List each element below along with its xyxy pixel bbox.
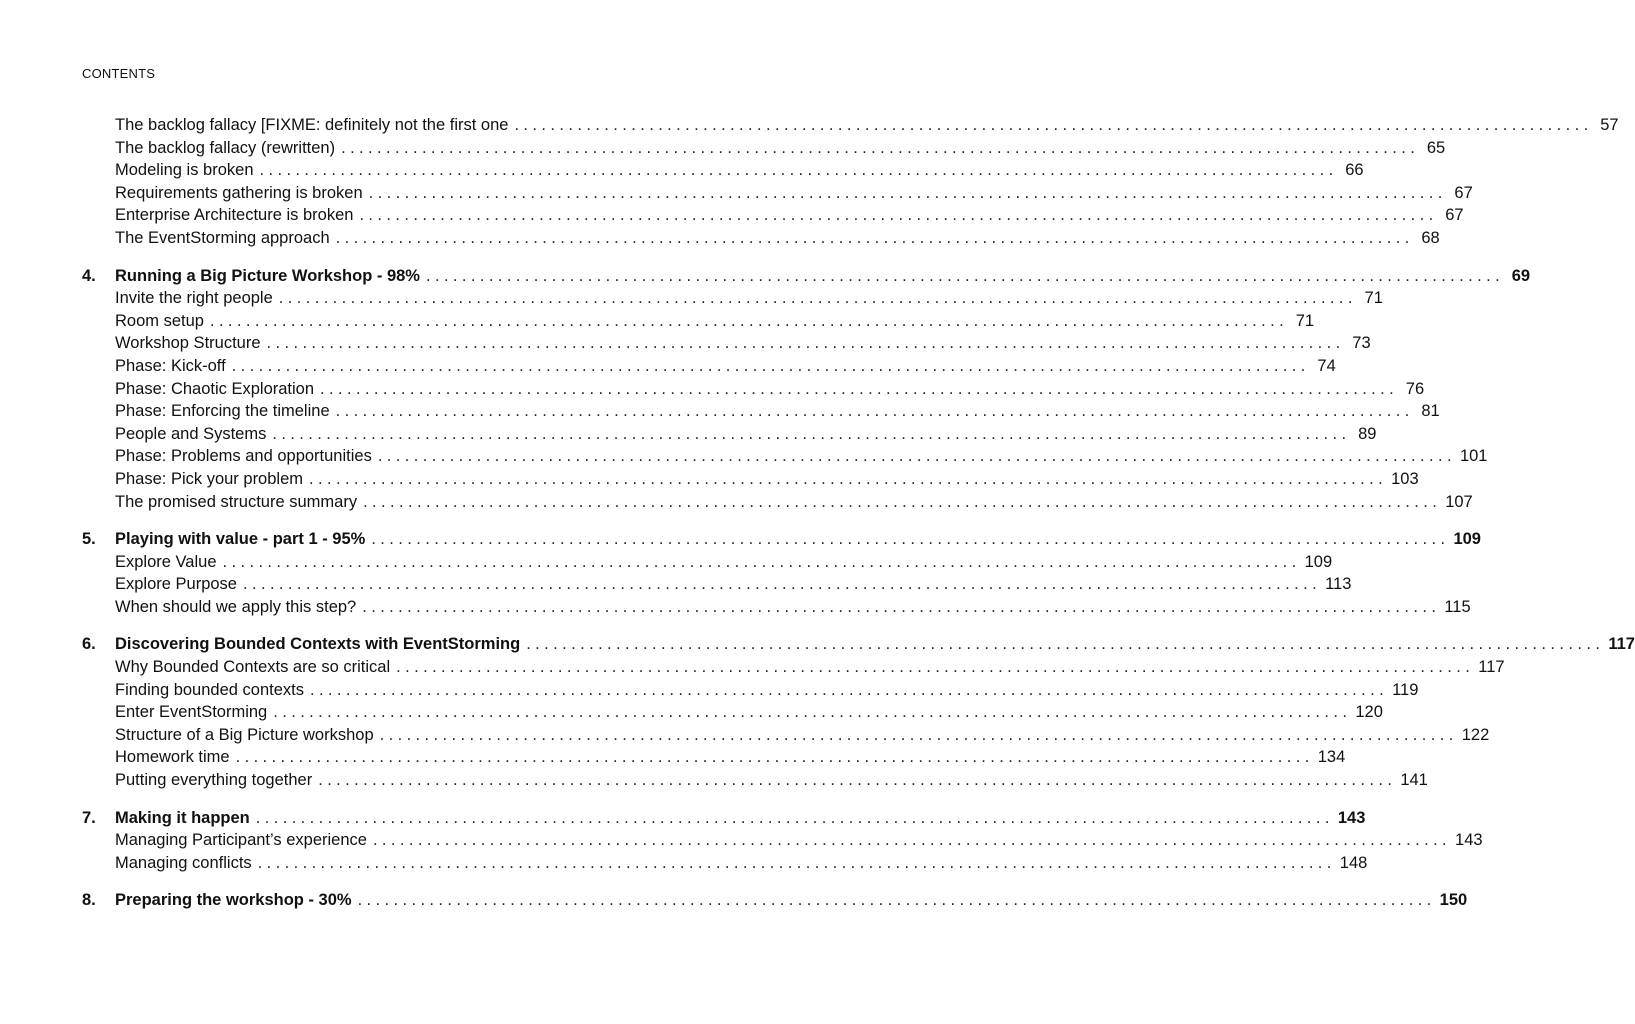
- toc-entry-page: 66: [1345, 161, 1364, 180]
- toc-entry[interactable]: [82, 724, 1490, 747]
- toc-entry-title: Homework time: [115, 748, 230, 767]
- toc-entry-page: 71: [1295, 311, 1315, 330]
- toc-chapter-group: [82, 528, 1481, 618]
- chapter-page: 117: [1608, 635, 1635, 654]
- leader-dots: ........................................................................................................................: [278, 289, 1357, 308]
- toc-entry-title: Room setup: [115, 311, 204, 330]
- chapter-title: Playing with value - part 1 - 95%: [115, 530, 366, 549]
- toc-entry-page: 67: [1454, 183, 1473, 202]
- leader-dots: ........................................................................................................................: [335, 402, 1414, 421]
- chapter-number: 8.: [82, 891, 96, 910]
- leader-dots: ........................................................................................................................: [379, 725, 1458, 744]
- toc-entry-title: The backlog fallacy (rewritten): [115, 138, 336, 157]
- toc-chapter-group: [82, 265, 1531, 514]
- chapter-page: 150: [1439, 891, 1468, 910]
- toc-entry[interactable]: [82, 656, 1505, 679]
- leader-dots: ........................................................................................................................: [259, 161, 1338, 180]
- toc-entry[interactable]: [82, 491, 1473, 514]
- toc-entry[interactable]: [82, 769, 1428, 792]
- toc-entry[interactable]: [82, 746, 1346, 769]
- leader-dots: ........................................................................................................................: [526, 635, 1605, 654]
- leader-dots: ........................................................................................................................: [243, 575, 1322, 594]
- toc-entry-page: 101: [1459, 447, 1488, 466]
- toc-entry-page: 107: [1445, 492, 1473, 511]
- running-head: CONTENTS: [82, 66, 156, 81]
- toc-entry-title: Phase: Chaotic Exploration: [115, 379, 315, 398]
- leader-dots: ........................................................................................................................: [363, 492, 1442, 511]
- toc-entry-page: 81: [1421, 402, 1440, 421]
- leader-dots: ........................................................................................................................: [255, 808, 1334, 827]
- toc-entry[interactable]: [82, 182, 1473, 205]
- toc-entry-title: Why Bounded Contexts are so critical: [115, 658, 391, 677]
- toc-entry-title: The backlog fallacy [FIXME: definitely not the first one: [115, 116, 509, 134]
- toc-entry-title: Phase: Pick your problem: [115, 469, 304, 488]
- leader-dots: ........................................................................................................................: [377, 447, 1456, 466]
- toc-entry-page: 148: [1339, 853, 1368, 872]
- toc-entry-title: Enterprise Architecture is broken: [115, 206, 354, 225]
- toc-entry-title: When should we apply this step?: [115, 597, 357, 616]
- toc-entry-page: 57: [1600, 116, 1619, 134]
- leader-dots: ........................................................................................................................: [425, 266, 1505, 285]
- toc-entry-title: Managing Participant’s experience: [115, 831, 367, 850]
- leader-dots: ........................................................................................................................: [359, 206, 1438, 225]
- toc-entry[interactable]: [82, 378, 1425, 401]
- chapter-number: 7.: [82, 808, 96, 827]
- leader-dots: ........................................................................................................................: [235, 748, 1314, 767]
- toc-entry-title: People and Systems: [115, 424, 267, 443]
- toc-entry[interactable]: [82, 468, 1419, 491]
- leader-dots: ........................................................................................................................: [318, 771, 1397, 790]
- leader-dots: ........................................................................................................................: [266, 334, 1345, 353]
- toc-entry[interactable]: [82, 679, 1419, 702]
- toc-chapter-group: [82, 889, 1468, 912]
- toc-entry-page: 103: [1391, 469, 1419, 488]
- toc-entry-title: Structure of a Big Picture workshop: [115, 725, 374, 744]
- toc-entry-title: Invite the right people: [115, 289, 273, 308]
- toc-entry[interactable]: [82, 310, 1315, 333]
- toc-entry-page: 68: [1421, 228, 1440, 247]
- toc-entry-title: Modeling is broken: [115, 161, 254, 180]
- toc-entry-title: Managing conflicts: [115, 853, 252, 872]
- leader-dots: ........................................................................................................................: [222, 552, 1301, 571]
- chapter-page: 69: [1511, 266, 1531, 285]
- toc-entry-title: Phase: Problems and opportunities: [115, 447, 372, 466]
- leader-dots: ........................................................................................................................: [273, 703, 1352, 722]
- leader-dots: ........................................................................................................................: [357, 891, 1436, 910]
- chapter-title: Running a Big Picture Workshop - 98%: [115, 266, 420, 285]
- toc-entry-title: Explore Value: [115, 552, 217, 571]
- toc-entry[interactable]: [82, 423, 1377, 446]
- toc-entry-page: 74: [1317, 356, 1336, 375]
- leader-dots: ........................................................................................................................: [371, 530, 1450, 549]
- toc-entry-page: 89: [1358, 424, 1377, 443]
- toc-entry-title: Requirements gathering is broken: [115, 183, 363, 202]
- toc-chapter-entry[interactable]: [82, 528, 1481, 551]
- leader-dots: ........................................................................................................................: [514, 116, 1593, 134]
- leader-dots: ........................................................................................................................: [341, 138, 1420, 157]
- toc-chapter-entry[interactable]: [82, 807, 1366, 830]
- toc-entry-page: 65: [1426, 138, 1446, 157]
- leader-dots: ........................................................................................................................: [257, 853, 1336, 872]
- toc-entry-title: Phase: Enforcing the timeline: [115, 402, 330, 421]
- chapter-title: Discovering Bounded Contexts with EventStorming: [115, 635, 521, 654]
- toc-entry[interactable]: [82, 137, 1446, 160]
- toc-chapter-group: [82, 807, 1483, 875]
- toc-entry-page: 113: [1325, 575, 1352, 594]
- chapter-page: 109: [1453, 530, 1481, 549]
- toc-entry-page: 120: [1355, 703, 1383, 722]
- leader-dots: ........................................................................................................................: [309, 680, 1389, 699]
- leader-dots: ........................................................................................................................: [368, 183, 1447, 202]
- toc-entry[interactable]: [82, 551, 1333, 574]
- toc-entry[interactable]: [82, 355, 1336, 378]
- chapter-number: 5.: [82, 530, 96, 549]
- toc-entry-page: 73: [1352, 334, 1371, 353]
- toc-entry-page: 134: [1317, 748, 1346, 767]
- leader-dots: ........................................................................................................................: [209, 311, 1289, 330]
- table-of-contents: [82, 114, 1635, 927]
- toc-entry-page: 119: [1392, 680, 1419, 699]
- toc-entry[interactable]: [82, 596, 1471, 619]
- toc-entry-title: The EventStorming approach: [115, 228, 330, 247]
- toc-entry[interactable]: [82, 701, 1383, 724]
- toc-entry[interactable]: [82, 204, 1464, 227]
- toc-entry-title: Enter EventStorming: [115, 703, 268, 722]
- toc-entry[interactable]: [82, 287, 1383, 310]
- toc-chapter-entry[interactable]: [82, 633, 1635, 656]
- toc-entry-title: The promised structure summary: [115, 492, 358, 511]
- chapter-number: 6.: [82, 635, 96, 654]
- toc-entry-title: Phase: Kick-off: [115, 356, 226, 375]
- toc-entry[interactable]: [82, 852, 1368, 875]
- toc-chapter-group: [82, 633, 1635, 791]
- leader-dots: ........................................................................................................................: [231, 356, 1310, 375]
- toc-entry-page: 67: [1445, 206, 1464, 225]
- leader-dots: ........................................................................................................................: [396, 658, 1475, 677]
- toc-entry-title: Workshop Structure: [115, 334, 261, 353]
- chapter-title: Preparing the workshop - 30%: [115, 891, 352, 910]
- toc-entry[interactable]: [82, 445, 1488, 468]
- toc-entry[interactable]: [82, 573, 1352, 596]
- toc-entry-page: 143: [1455, 831, 1483, 850]
- leader-dots: ........................................................................................................................: [320, 379, 1399, 398]
- leader-dots: ........................................................................................................................: [362, 597, 1441, 616]
- chapter-title: Making it happen: [115, 808, 250, 827]
- toc-entry-page: 76: [1405, 379, 1425, 398]
- toc-entry-title: Explore Purpose: [115, 575, 237, 594]
- toc-entry[interactable]: [82, 114, 1619, 137]
- toc-continuation-group: [82, 114, 1619, 250]
- leader-dots: ........................................................................................................................: [372, 831, 1452, 850]
- toc-entry[interactable]: [82, 829, 1483, 852]
- chapter-page: 143: [1337, 808, 1366, 827]
- toc-entry-page: 71: [1364, 289, 1383, 308]
- toc-chapter-entry[interactable]: [82, 265, 1531, 288]
- leader-dots: ........................................................................................................................: [309, 469, 1388, 488]
- toc-entry[interactable]: [82, 332, 1371, 355]
- toc-entry-page: 122: [1461, 725, 1490, 744]
- toc-entry-page: 141: [1400, 771, 1428, 790]
- toc-chapter-entry[interactable]: [82, 889, 1468, 912]
- toc-entry-page: 109: [1304, 552, 1333, 571]
- toc-entry-title: Putting everything together: [115, 771, 313, 790]
- toc-entry[interactable]: [82, 227, 1440, 250]
- toc-entry-title: Finding bounded contexts: [115, 680, 304, 699]
- chapter-number: 4.: [82, 266, 96, 285]
- toc-entry[interactable]: [82, 159, 1364, 182]
- toc-entry-page: 117: [1478, 658, 1505, 677]
- toc-entry[interactable]: [82, 400, 1440, 423]
- toc-entry-page: 115: [1444, 597, 1471, 616]
- leader-dots: ........................................................................................................................: [335, 228, 1414, 247]
- leader-dots: ........................................................................................................................: [272, 424, 1351, 443]
